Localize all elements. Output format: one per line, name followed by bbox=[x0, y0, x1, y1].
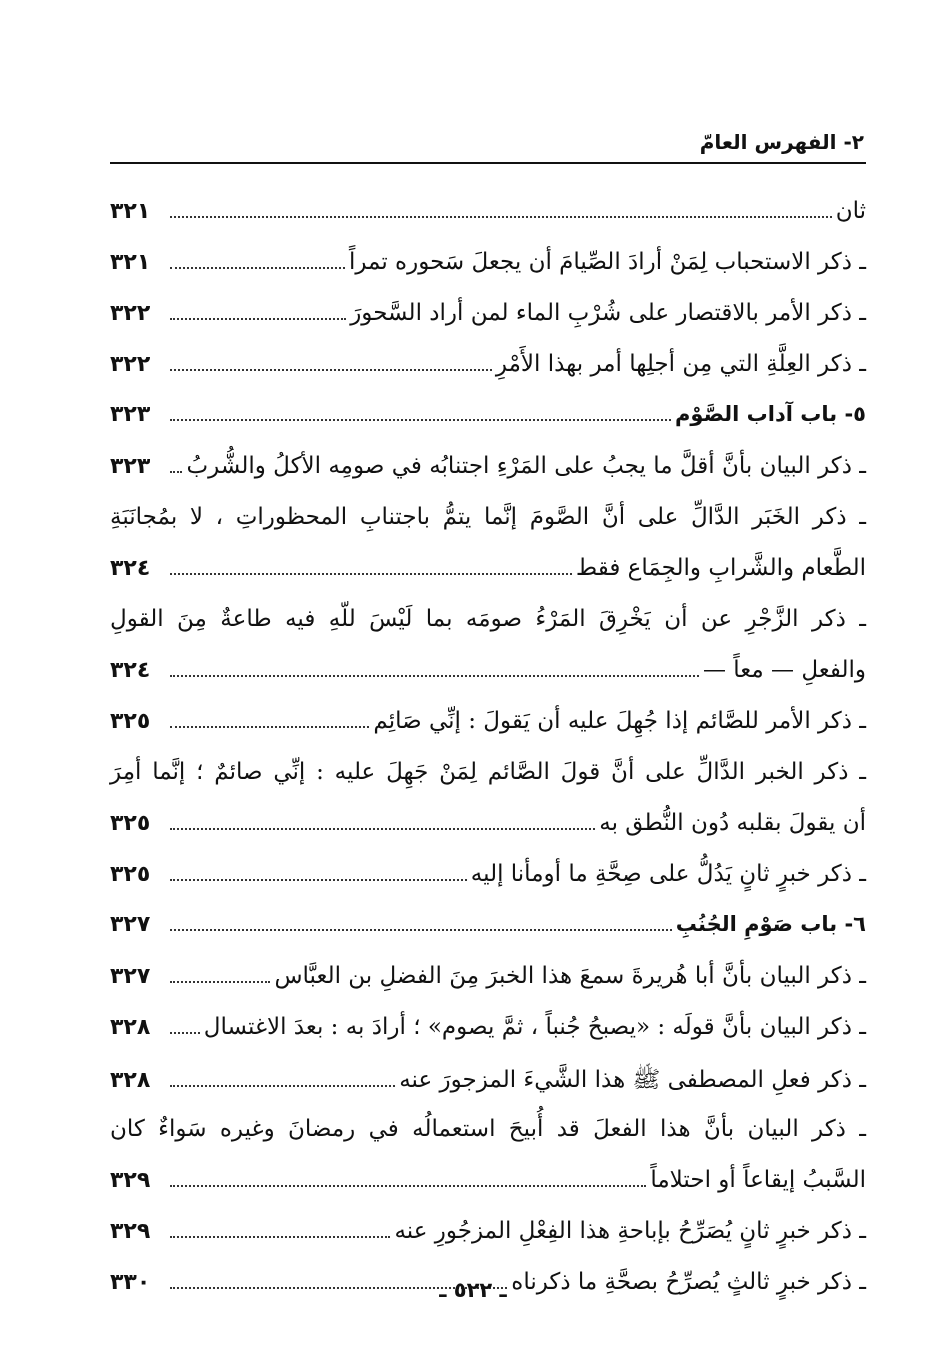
index-entry-title: ـ ذكر الخَبَر الدَّالِّ على أنَّ الصَّومَ إنَّما يتمُّ باجتنابِ المحظوراتِ ، لا بمُجانَبَةِ bbox=[110, 504, 866, 530]
index-page-number: ٣٢٢ bbox=[110, 352, 151, 377]
dot-leader bbox=[170, 573, 572, 575]
index-page-number: ٣٢١ bbox=[110, 250, 151, 275]
index-entry-line bbox=[110, 810, 866, 861]
index-page-number: ٣٢٢ bbox=[110, 301, 151, 326]
index-entry-title: ـ ذكر الأمر بالاقتصار على شُرْبِ الماء لمن أراد السَّحورَ bbox=[350, 300, 866, 326]
index-entry-line bbox=[110, 453, 866, 504]
index-entry bbox=[110, 1014, 866, 1065]
index-entry-line bbox=[110, 657, 866, 708]
index-entry-line bbox=[110, 249, 866, 300]
index-section-heading bbox=[110, 912, 866, 963]
index-page-number: ٣٢٨ bbox=[110, 1015, 151, 1040]
index-entry-title: الطَّعام والشَّرابِ والجِمَاع فقط bbox=[575, 555, 866, 581]
index-entry bbox=[110, 759, 866, 861]
index-entry-line bbox=[110, 300, 866, 351]
index-entry bbox=[110, 453, 866, 504]
index-page-number: ٣٢٩ bbox=[110, 1219, 151, 1244]
dot-leader bbox=[170, 369, 492, 371]
index-entry-line bbox=[110, 1167, 866, 1218]
dot-leader bbox=[170, 1185, 646, 1187]
dot-leader bbox=[170, 929, 672, 931]
index-entry-title: ـ ذكر البيان بأنَّ هذا الفعلَ قد أُبيحَ استعمالُه في رمضانَ وغيره سَواءٌ كان bbox=[110, 1116, 866, 1142]
index-entry bbox=[110, 351, 866, 402]
index-entry-title: ـ ذكر البيان بأنَّ أبا هُريرةَ سمعَ هذا الخبرَ مِنَ الفضلِ بن العبَّاس bbox=[274, 963, 866, 989]
header-title: ٢- الفهرس العامّ bbox=[699, 130, 864, 154]
index-entry-line bbox=[110, 1014, 866, 1065]
index-entry-title: ـ ذكر الخبر الدَّالِّ على أنَّ قولَ الصَّائم لِمَنْ جَهِلَ عليه : إنِّي صائمٌ ؛ إنَّما أمِرَ bbox=[110, 759, 866, 785]
index-entry-title: ٥- باب آداب الصَّوْم bbox=[675, 402, 866, 426]
index-entry-title: ثان bbox=[835, 198, 866, 224]
index-page-number: ٣٢٤ bbox=[110, 556, 151, 581]
index-page-number: ٣٣٠ bbox=[110, 1270, 151, 1295]
page-number: ـ ٥٢٢ ـ bbox=[439, 1278, 507, 1302]
index-entry-line bbox=[110, 708, 866, 759]
index-entry-title: ـ ذكر الاستحباب لِمَنْ أرادَ الصِّيامَ أن يجعلَ سَحوره تمراً bbox=[348, 249, 866, 275]
page-header bbox=[94, 130, 864, 154]
index-entry-line bbox=[110, 402, 866, 453]
header-rule bbox=[110, 162, 866, 164]
index-page-number: ٣٢٨ bbox=[110, 1068, 151, 1093]
dot-leader bbox=[170, 828, 595, 830]
dot-leader bbox=[170, 1236, 390, 1238]
index-entry-line bbox=[110, 555, 866, 606]
index-page-number: ٣٢٥ bbox=[110, 811, 151, 836]
index-page-number: ٣٢١ bbox=[110, 199, 151, 224]
index-entry-line bbox=[110, 912, 866, 963]
dot-leader bbox=[170, 471, 182, 473]
index-entry-line bbox=[110, 1065, 866, 1116]
index-page-number: ٣٢٤ bbox=[110, 658, 151, 683]
index-page-number: ٣٢٣ bbox=[110, 454, 151, 479]
index-entry bbox=[110, 249, 866, 300]
index-entry bbox=[110, 963, 866, 1014]
index-page-number: ٣٢٧ bbox=[110, 912, 151, 937]
index-entry-title: ـ ذكر الأمر للصَّائم إذا جُهِلَ عليه أن يَقولَ : إنِّي صَائِم bbox=[373, 708, 866, 734]
dot-leader bbox=[170, 879, 467, 881]
index-entry-title: والفعلِ — معاً — bbox=[702, 657, 866, 683]
index-entry bbox=[110, 606, 866, 708]
index-entry bbox=[110, 1218, 866, 1269]
index-page-number: ٣٢٥ bbox=[110, 709, 151, 734]
index-page-number: ٣٢٩ bbox=[110, 1168, 151, 1193]
index-entry-title: ـ ذكر خبرٍ ثانٍ يُصَرِّحُ بإباحةِ هذا الفِعْلِ المزجُورِ عنه bbox=[394, 1218, 866, 1244]
index-page-number: ٣٢٧ bbox=[110, 964, 151, 989]
index-entry-title: ـ ذكر خبرٍ ثانٍ يَدُلُّ على صِحَّةِ ما أومأنا إليه bbox=[470, 861, 866, 887]
index-entry-title: ـ ذكر خبرٍ ثالثٍ يُصرِّحُ بصحَّةِ ما ذكرناه bbox=[511, 1269, 866, 1295]
index-page-number: ٣٢٣ bbox=[110, 402, 151, 427]
dot-leader bbox=[170, 675, 699, 677]
index-entry bbox=[110, 300, 866, 351]
index-entry-line bbox=[110, 1218, 866, 1269]
dot-leader bbox=[170, 267, 345, 269]
index-entry-title: ٦- باب صَوْمِ الجُنُبِ bbox=[675, 912, 866, 936]
index-entry-line bbox=[110, 351, 866, 402]
index-entry bbox=[110, 1065, 866, 1116]
index-page-number: ٣٢٥ bbox=[110, 862, 151, 887]
index-entry bbox=[110, 504, 866, 606]
dot-leader bbox=[170, 216, 832, 218]
index-entry-line bbox=[110, 963, 866, 1014]
dot-leader bbox=[170, 1032, 200, 1034]
index-entry-title: ـ ذكر الزَّجْرِ عن أن يَخْرِقَ المَرْءُ صومَه بما لَيْسَ للّهِ فيه طاعةٌ مِنَ القولِ bbox=[110, 606, 866, 632]
index-entry-title: ـ ذكر العِلَّةِ التي مِن أجلِها أمر بهذا الأَمْرِ bbox=[495, 351, 866, 377]
index-entry bbox=[110, 708, 866, 759]
index-entry-title: أن يقولَ بقلبه دُون النُّطق به bbox=[599, 810, 866, 836]
index-section-heading bbox=[110, 402, 866, 453]
index-entry-title: ـ ذكر البيان بأنَّ أقلَّ ما يجبُ على المَرْءِ اجتنابُه في صومِه الأكلُ والشُّربُ bbox=[186, 453, 866, 479]
dot-leader bbox=[170, 318, 346, 320]
index-entry-line bbox=[110, 861, 866, 912]
index-entry bbox=[110, 198, 866, 249]
index-entry-line bbox=[110, 606, 866, 657]
index-entry bbox=[110, 1116, 866, 1218]
dot-leader bbox=[170, 981, 270, 983]
index-entry-title: ـ ذكر البيان بأنَّ قولَه : «يصبحُ جُنباً ، ثمَّ يصوم» ؛ أرادَ به : بعدَ الاغتسال bbox=[203, 1014, 866, 1040]
index-entry-title: ـ ذكر فعلِ المصطفى ﷺ هذا الشَّيءَ المزجورَ عنه bbox=[399, 1067, 866, 1093]
index-entry-line bbox=[110, 759, 866, 810]
dot-leader bbox=[170, 1085, 395, 1087]
index-list bbox=[110, 198, 866, 1320]
dot-leader bbox=[170, 419, 671, 421]
index-entry-title: السَّببُ إيقاعاً أو احتلاماً bbox=[650, 1167, 866, 1193]
index-entry-line bbox=[110, 1116, 866, 1167]
dot-leader bbox=[170, 726, 369, 728]
index-entry bbox=[110, 861, 866, 912]
index-entry-line bbox=[110, 198, 866, 249]
index-entry-line bbox=[110, 504, 866, 555]
